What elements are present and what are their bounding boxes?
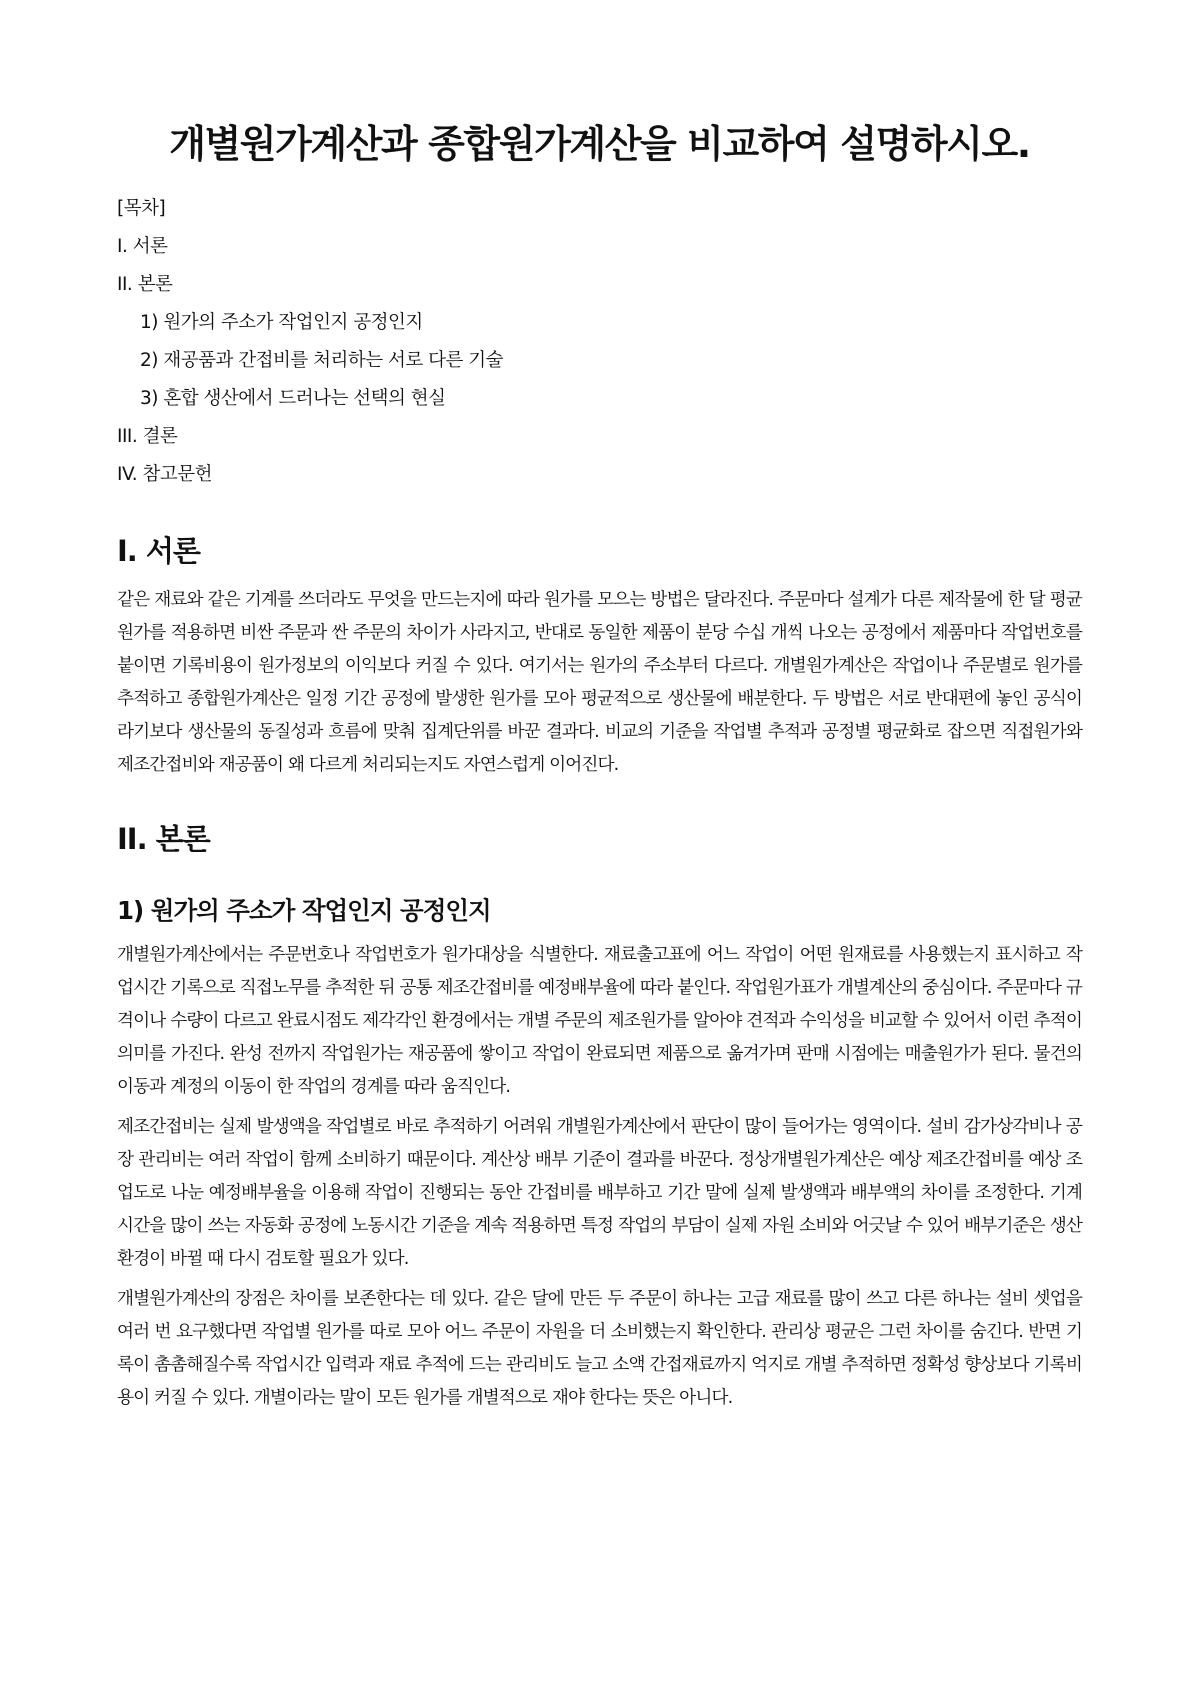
toc-item-references: IV. 참고문헌 <box>117 464 212 485</box>
toc-item-body-2: 2) 재공품과 간접비를 처리하는 서로 다른 기술 <box>140 350 503 371</box>
subsection-1-heading: 1) 원가의 주소가 작업인지 공정인지 <box>117 896 491 925</box>
toc-item-body: II. 본론 <box>117 274 173 295</box>
subsection-1-paragraph-3: 개별원가계산의 장점은 차이를 보존한다는 데 있다. 같은 달에 만든 두 주문이 하나는 고급 재료를 많이 쓰고 다른 하나는 설비 셋업을 여러 번 요구했다면 작업별 원가를 따로 모아 어느 주문이 자원을 더 소비했는지 확인한다. 관리상 평균은 그런 차이를 숨긴다. 반면 기록이 촘촘해질수록 작업시간 입력과 재료 추적에 드는 관리비도 늘고 소액 간접재료까지 억지로 개별 추적하면 정확성 향상보다 기록비용이 커질 수 있다. 개별이라는 말이 모든 원가를 개별적으로 재야 한다는 뜻은 아니다. <box>117 1289 1082 1408</box>
toc-heading: [목차] <box>117 198 166 219</box>
intro-heading: I. 서론 <box>117 534 200 568</box>
intro-paragraph: 같은 재료와 같은 기계를 쓰더라도 무엇을 만드는지에 따라 원가를 모으는 방법은 달라진다. 주문마다 설계가 다른 제작물에 한 달 평균원가를 적용하면 비싼 주문과 싼 주문의 차이가 사라지고, 반대로 동일한 제품이 분당 수십 개씩 나오는 공정에서 제품마다 작업번호를 붙이면 기록비용이 원가정보의 이익보다 커질 수 있다. 여기서는 원가의 주소부터 다르다. 개별원가계산은 작업이나 주문별로 원가를 추적하고 종합원가계산은 일정 기간 공정에 발생한 원가를 모아 평균적으로 생산물에 배분한다. 두 방법은 서로 반대편에 놓인 공식이라기보다 생산물의 동질성과 흐름에 맞춰 집계단위를 바꾼 결과다. 비교의 기준을 작업별 추적과 공정별 평균화로 잡으면 직접원가와 제조간접비와 재공품이 왜 다르게 처리되는지도 자연스럽게 이어진다. <box>117 590 1082 775</box>
subsection-1-paragraph-1: 개별원가계산에서는 주문번호나 작업번호가 원가대상을 식별한다. 재료출고표에 어느 작업이 어떤 원재료를 사용했는지 표시하고 작업시간 기록으로 직접노무를 추적한 뒤 공통 제조간접비를 예정배부율에 따라 붙인다. 작업원가표가 개별계산의 중심이다. 주문마다 규격이나 수량이 다르고 완료시점도 제각각인 환경에서는 개별 주문의 제조원가를 알아야 견적과 수익성을 비교할 수 있어서 이런 추적이 의미를 가진다. 완성 전까지 작업원가는 재공품에 쌓이고 작업이 완료되면 제품으로 옮겨가며 판매 시점에는 매출원가가 된다. 물건의 이동과 계정의 이동이 한 작업의 경계를 따라 움직인다. <box>117 945 1082 1097</box>
toc-item-body-3: 3) 혼합 생산에서 드러나는 선택의 현실 <box>140 388 446 409</box>
subsection-1-paragraph-2: 제조간접비는 실제 발생액을 작업별로 바로 추적하기 어려워 개별원가계산에서 판단이 많이 들어가는 영역이다. 설비 감가상각비나 공장 관리비는 여러 작업이 함께 소비하기 때문이다. 계산상 배부 기준이 결과를 바꾼다. 정상개별원가계산은 예상 제조간접비를 예상 조업도로 나눈 예정배부율을 이용해 작업이 진행되는 동안 간접비를 배부하고 기간 말에 실제 발생액과 배부액의 차이를 조정한다. 기계시간을 많이 쓰는 자동화 공정에 노동시간 기준을 계속 적용하면 특정 작업의 부담이 실제 자원 소비와 어긋날 수 있어 배부기준은 생산환경이 바뀔 때 다시 검토할 필요가 있다. <box>117 1117 1082 1269</box>
body-heading: II. 본론 <box>117 822 210 856</box>
toc-item-intro: I. 서론 <box>117 236 168 257</box>
toc-item-body-1: 1) 원가의 주소가 작업인지 공정인지 <box>140 312 423 333</box>
table-of-contents <box>117 190 1082 494</box>
toc-item-conclusion: III. 결론 <box>117 426 178 447</box>
document-title: 개별원가계산과 종합원가계산을 비교하여 설명하시오. <box>169 122 1030 166</box>
